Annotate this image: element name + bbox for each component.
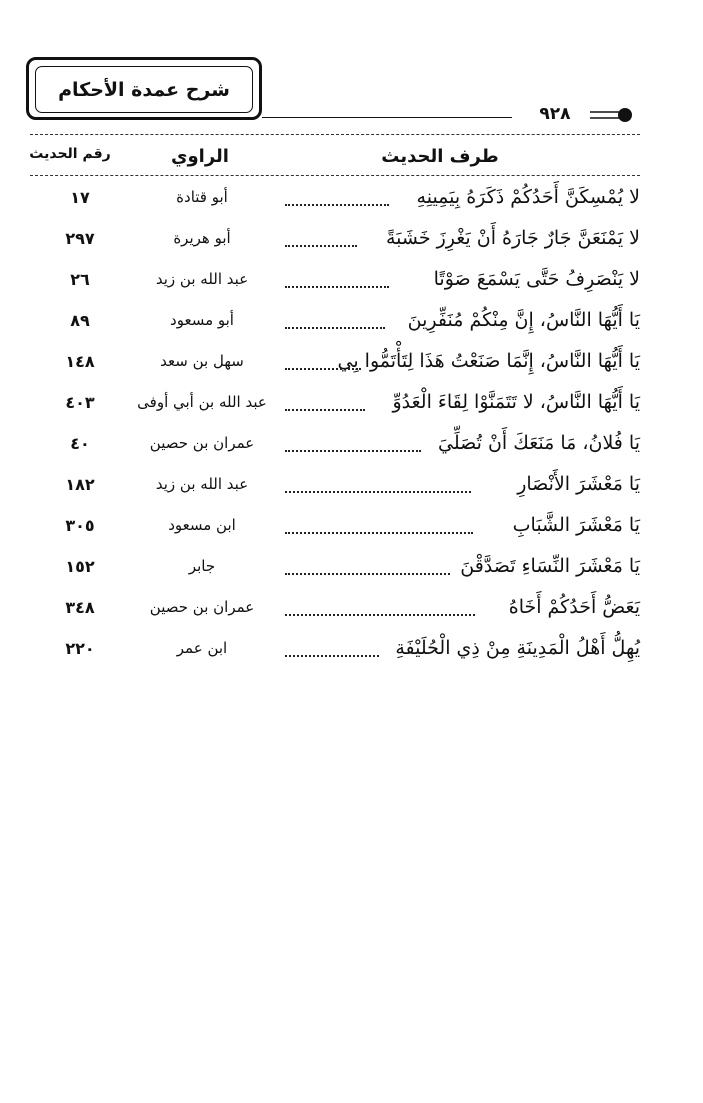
table-row — [0, 423, 703, 464]
leader-dots — [285, 573, 450, 575]
book-title: شرح عمدة الأحكام — [58, 78, 230, 101]
hadith-text: لا يَمْنَعَنَّ جَارٌ جَارَهُ أَنْ يَغْرِزَ خَشَبَةً — [385, 227, 640, 249]
leader-dots — [285, 327, 385, 329]
hadith-text: يَا أَيُّهَا النَّاسُ، إِنَّمَا صَنَعْتُ هَذَا لِتَأْتَمُّوا بِي — [337, 350, 640, 372]
table-row — [0, 341, 703, 382]
leader-dots — [285, 286, 389, 288]
table-row — [0, 464, 703, 505]
hadith-number: ٣٠٥ — [65, 515, 95, 535]
column-header-hadith-text: طرف الحديث — [381, 146, 499, 167]
table-row — [0, 546, 703, 587]
leader-dots — [285, 532, 473, 534]
hadith-number: ٣٤٨ — [65, 597, 95, 617]
narrator-name: جابر — [188, 557, 216, 575]
top-divider — [30, 134, 640, 135]
hadith-text: يَا مَعْشَرَ النِّسَاءِ تَصَدَّقْنَ — [460, 555, 640, 577]
hadith-number: ٢٢٠ — [65, 638, 95, 658]
hadith-text: يَا أَيُّهَا النَّاسُ، إِنَّ مِنْكُمْ مُنَفِّرِينَ — [407, 309, 640, 331]
narrator-name: عبد الله بن أبي أوفى — [137, 393, 267, 411]
hadith-number: ١٤٨ — [65, 351, 95, 371]
title-inner-frame — [35, 66, 253, 113]
table-row — [0, 218, 703, 259]
hadith-index-list — [0, 177, 703, 669]
leader-dots — [285, 204, 389, 206]
narrator-name: أبو مسعود — [170, 311, 234, 329]
leader-dots — [285, 614, 475, 616]
hadith-number: ٢٩٧ — [65, 228, 95, 248]
hadith-number: ١٨٢ — [65, 474, 95, 494]
hadith-text: لا يُمْسِكَنَّ أَحَدُكُمْ ذَكَرَهُ بِيَمِينِهِ — [416, 186, 640, 208]
hadith-number: ٤٠ — [70, 433, 90, 453]
table-row — [0, 505, 703, 546]
leader-dots — [285, 368, 361, 370]
hadith-text: يَا فُلانُ، مَا مَنَعَكَ أَنْ تُصَلِّيَ — [438, 432, 640, 454]
leader-dots — [285, 245, 357, 247]
table-row — [0, 300, 703, 341]
narrator-name: عبد الله بن زيد — [155, 270, 249, 288]
hadith-number: ٤٠٣ — [65, 392, 95, 412]
header-divider — [30, 175, 640, 176]
narrator-name: أبو هريرة — [173, 229, 231, 247]
table-row — [0, 177, 703, 218]
leader-dots — [285, 409, 365, 411]
narrator-name: عمران بن حصين — [149, 598, 255, 616]
leader-dots — [285, 450, 421, 452]
table-row — [0, 628, 703, 669]
column-header-narrator: الراوي — [171, 146, 229, 167]
hadith-text: يَا مَعْشَرَ الأَنْصَارِ — [517, 473, 640, 495]
table-row — [0, 259, 703, 300]
hadith-text: يُهِلُّ أَهْلُ الْمَدِينَةِ مِنْ ذِي الْحُلَيْفَةِ — [395, 637, 640, 659]
hadith-text: يَا أَيُّهَا النَّاسُ، لا تَتَمَنَّوْا لِقَاءَ الْعَدُوِّ — [392, 391, 640, 413]
leader-dots — [285, 655, 379, 657]
title-frame — [26, 57, 262, 120]
narrator-name: سهل بن سعد — [160, 352, 244, 370]
hadith-text: يَعَضُّ أَحَدُكُمْ أَخَاهُ — [508, 596, 640, 618]
page-ornament-icon — [590, 106, 634, 124]
table-row — [0, 587, 703, 628]
hadith-number: ١٧ — [70, 187, 90, 207]
narrator-name: عمران بن حصين — [149, 434, 255, 452]
table-row — [0, 382, 703, 423]
column-header-hadith-number: رقم الحديث — [29, 146, 111, 162]
narrator-name: عبد الله بن زيد — [155, 475, 249, 493]
narrator-name: ابن مسعود — [168, 516, 236, 534]
header-rule — [262, 117, 512, 118]
narrator-name: أبو قتادة — [176, 188, 228, 206]
hadith-number: ٨٩ — [70, 310, 90, 330]
hadith-text: لا يَنْصَرِفُ حَتَّى يَسْمَعَ صَوْتًا — [433, 268, 640, 290]
hadith-number: ١٥٢ — [65, 556, 95, 576]
hadith-text: يَا مَعْشَرَ الشَّبَابِ — [512, 514, 640, 536]
hadith-number: ٢٦ — [70, 269, 90, 289]
page-number: ٩٢٨ — [539, 104, 571, 124]
narrator-name: ابن عمر — [176, 639, 228, 657]
leader-dots — [285, 491, 471, 493]
